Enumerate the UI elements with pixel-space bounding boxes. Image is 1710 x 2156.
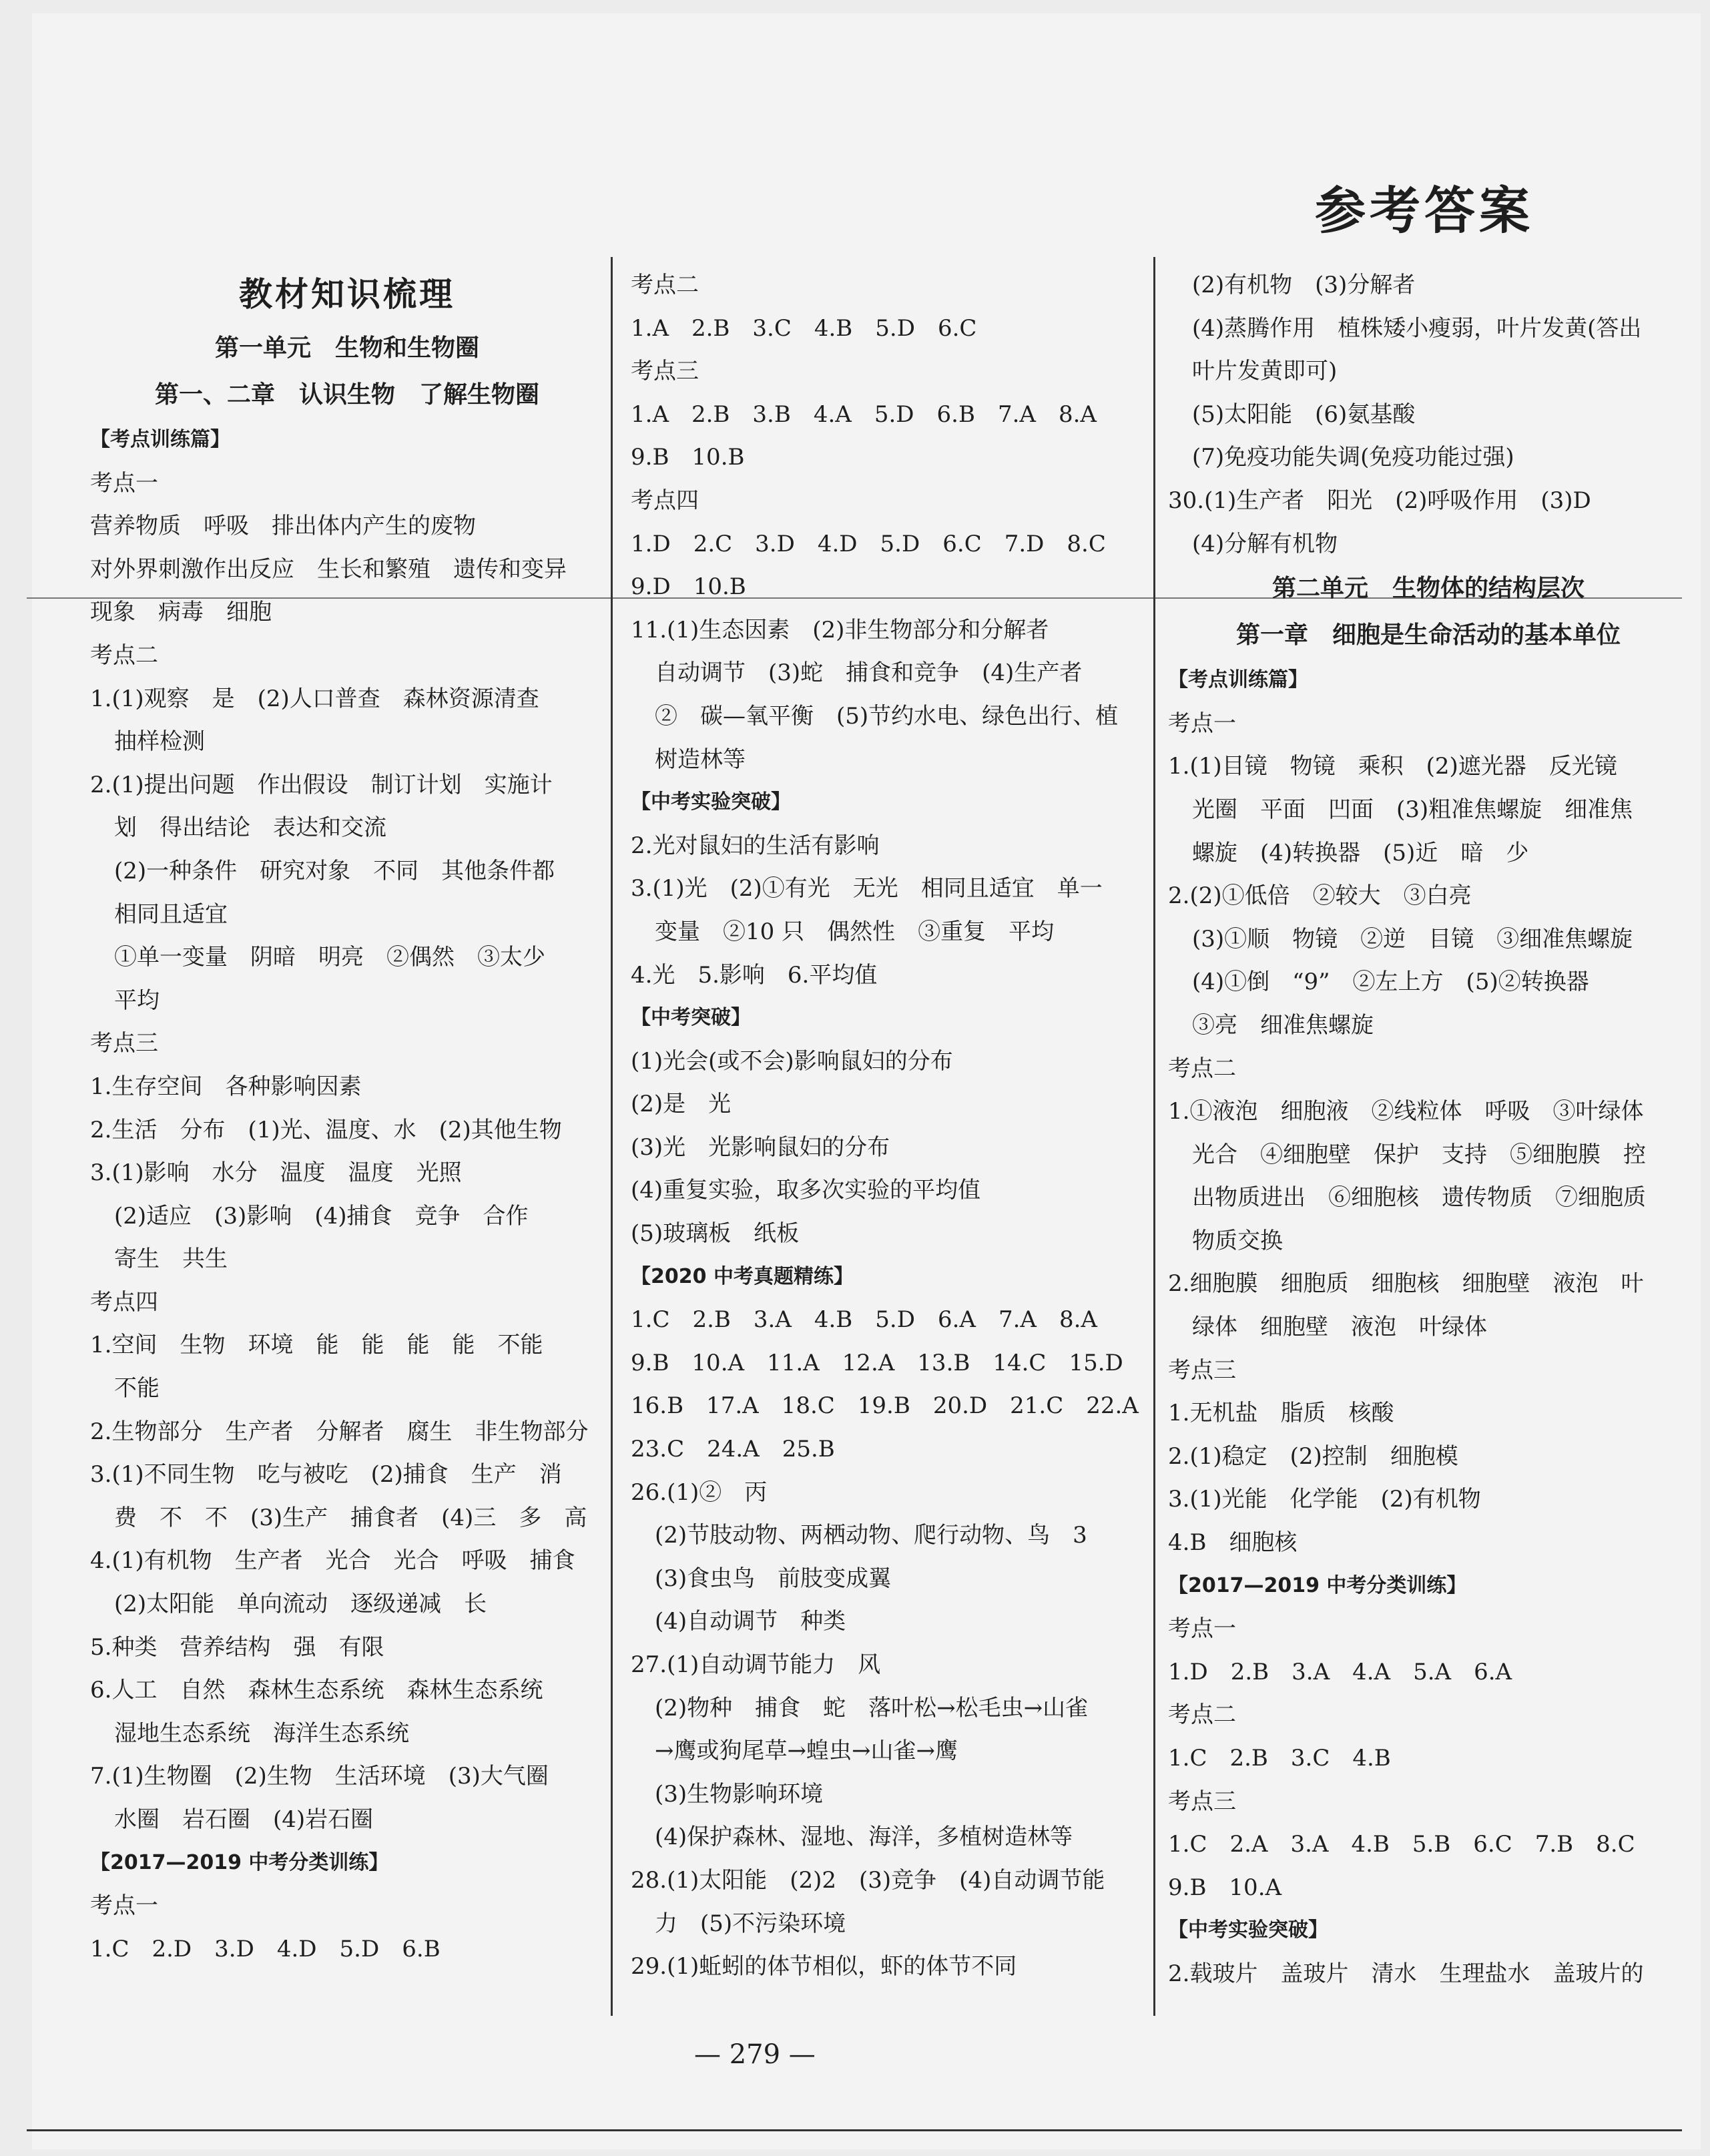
answer-line: 考点三	[631, 358, 699, 385]
chapter-heading: 第二单元 生物体的结构层次	[1271, 575, 1585, 603]
answer-line: 26.(1)② 丙	[631, 1478, 768, 1506]
chapter-heading: 第一单元 生物和生物圈	[214, 334, 479, 362]
answer-line: 3.(1)光能 化学能 (2)有机物	[1168, 1486, 1481, 1513]
answer-line: (2)节肢动物、两栖动物、爬行动物、鸟 3	[655, 1522, 1087, 1549]
answer-line: 营养物质 呼吸 排出体内产生的废物	[90, 513, 476, 540]
answer-line: 2.生物部分 生产者 分解者 腐生 非生物部分	[90, 1418, 589, 1445]
page-number: — 279 —	[694, 2039, 816, 2070]
column-divider-2	[1153, 257, 1155, 2016]
answer-line: 考点四	[90, 1288, 158, 1316]
answer-line: 5.种类 营养结构 强 有限	[90, 1633, 384, 1661]
answer-line: 1.D 2.B 3.A 4.A 5.A 6.A	[1168, 1658, 1512, 1685]
answer-line: 1.A 2.B 3.B 4.A 5.D 6.B 7.A 8.A	[631, 400, 1097, 428]
page-title: 参考答案	[1315, 181, 1534, 240]
answer-line: 1.D 2.C 3.D 4.D 5.D 6.C 7.D 8.C	[631, 530, 1106, 557]
answer-line: 出物质进出 ⑥细胞核 遗传物质 ⑦细胞质	[1192, 1184, 1646, 1211]
answer-line: 9.D 10.B	[631, 573, 746, 601]
answer-line: (2)有机物 (3)分解者	[1192, 272, 1416, 298]
chapter-heading: 第一、二章 认识生物 了解生物圈	[154, 381, 539, 409]
answer-line: 划 得出结论 表达和交流	[114, 814, 386, 842]
answer-line: (4)①倒 “9” ②左上方 (5)②转换器	[1192, 969, 1589, 996]
answer-line: 抽样检测	[114, 728, 205, 756]
answer-line: (2)物种 捕食 蛇 落叶松→松毛虫→山雀	[655, 1694, 1089, 1721]
answer-line: 1.①液泡 细胞液 ②线粒体 呼吸 ③叶绿体	[1168, 1098, 1644, 1125]
answer-line: 3.(1)不同生物 吃与被吃 (2)捕食 生产 消	[90, 1461, 562, 1489]
answer-line: 考点三	[90, 1030, 158, 1057]
section-label: 【中考突破】	[631, 1006, 751, 1030]
answer-line: 现象 病毒 细胞	[90, 599, 272, 626]
answer-line: (4)保护森林、湿地、海洋，多植树造林等	[655, 1824, 1073, 1851]
answer-line: 7.(1)生物圈 (2)生物 生活环境 (3)大气圈	[90, 1763, 549, 1790]
answer-line: (4)重复实验，取多次实验的平均值	[631, 1177, 981, 1204]
answer-line: (5)玻璃板 纸板	[631, 1220, 800, 1248]
answer-line: 2.(2)①低倍 ②较大 ③白亮	[1168, 882, 1472, 910]
answer-line: 23.C 24.A 25.B	[631, 1436, 835, 1463]
answer-line: (2)一种条件 研究对象 不同 其他条件都	[114, 857, 555, 884]
answer-line: 9.B 10.A	[1168, 1874, 1282, 1901]
answer-line: 考点二	[90, 641, 158, 669]
answer-line: 考点一	[90, 469, 158, 497]
answer-line: (4)蒸腾作用 植株矮小瘦弱，叶片发黄(答出	[1192, 314, 1642, 342]
answer-line: 变量 ②10 只 偶然性 ③重复 平均	[655, 918, 1055, 945]
answer-line: (4)自动调节 种类	[655, 1608, 846, 1635]
answer-line: 1.C 2.B 3.A 4.B 5.D 6.A 7.A 8.A	[631, 1306, 1097, 1334]
section-label: 【中考实验突破】	[631, 790, 791, 814]
answer-line: (3)生物影响环境	[655, 1780, 824, 1808]
answer-line: 湿地生态系统 海洋生态系统	[114, 1719, 409, 1747]
answer-line: 27.(1)自动调节能力 风	[631, 1651, 881, 1678]
answer-line: 1.空间 生物 环境 能 能 能 能 不能	[90, 1332, 543, 1359]
answer-line: 16.B 17.A 18.C 19.B 20.D 21.C 22.A	[631, 1392, 1139, 1420]
answer-column-3	[1168, 264, 1689, 1996]
answer-line: 2.(1)稳定 (2)控制 细胞模	[1168, 1442, 1458, 1470]
answer-line: 考点二	[631, 272, 699, 298]
answer-line: 3.(1)光 (2)①有光 无光 相同且适宜 单一	[631, 875, 1103, 902]
answer-line: 对外界刺激作出反应 生长和繁殖 遗传和变异	[90, 555, 567, 583]
footer-rule	[27, 2129, 1682, 2131]
answer-line: 不能	[114, 1375, 160, 1402]
section-label: 【2017—2019 中考分类训练】	[90, 1850, 389, 1874]
answer-line: (3)食虫鸟 前肢变成翼	[655, 1565, 892, 1592]
answer-line: 2.细胞膜 细胞质 细胞核 细胞壁 液泡 叶	[1168, 1270, 1644, 1298]
answer-line: (3)①顺 物镜 ②逆 目镜 ③细准焦螺旋	[1192, 925, 1633, 953]
section-heading: 教材知识梳理	[239, 275, 455, 314]
answer-line: 相同且适宜	[114, 900, 228, 928]
answer-line: 9.B 10.A 11.A 12.A 13.B 14.C 15.D	[631, 1349, 1123, 1376]
answer-line: ② 碳—氧平衡 (5)节约水电、绿色出行、植	[655, 702, 1119, 730]
answer-line: 1.(1)观察 是 (2)人口普查 森林资源清查	[90, 685, 539, 712]
answer-line: 4.光 5.影响 6.平均值	[631, 961, 878, 989]
chapter-heading: 第一章 细胞是生命活动的基本单位	[1235, 621, 1621, 649]
answer-line: ③亮 细准焦螺旋	[1192, 1011, 1374, 1039]
answer-line: 1.C 2.A 3.A 4.B 5.B 6.C 7.B 8.C	[1168, 1831, 1635, 1858]
answer-line: 平均	[114, 987, 160, 1014]
answer-line: 1.C 2.D 3.D 4.D 5.D 6.B	[90, 1935, 441, 1962]
answer-line: (2)是 光	[631, 1091, 732, 1118]
answer-line: 29.(1)蚯蚓的体节相似，虾的体节不同	[631, 1953, 1017, 1980]
answer-line: (2)太阳能 单向流动 逐级递减 长	[114, 1591, 487, 1618]
answer-line: 考点三	[1168, 1356, 1236, 1384]
answer-line: (4)分解有机物	[1192, 530, 1338, 557]
answer-line: 考点二	[1168, 1055, 1236, 1082]
answer-line: 2.载玻片 盖玻片 清水 生理盐水 盖玻片的	[1168, 1960, 1644, 1987]
answer-line: 9.B 10.B	[631, 444, 745, 471]
answer-line: 4.(1)有机物 生产者 光合 光合 呼吸 捕食	[90, 1547, 575, 1575]
answer-line: 考点四	[631, 487, 699, 514]
answer-line: 30.(1)生产者 阳光 (2)呼吸作用 (3)D	[1168, 487, 1591, 514]
answer-line: 4.B 细胞核	[1168, 1529, 1298, 1557]
section-label: 【中考实验突破】	[1168, 1918, 1328, 1942]
answer-line: ①单一变量 阴暗 明亮 ②偶然 ③太少	[114, 944, 545, 971]
answer-line: (1)光会(或不会)影响鼠妇的分布	[631, 1047, 953, 1075]
answer-line: 力 (5)不污染环境	[655, 1910, 846, 1937]
answer-line: (7)免疫功能失调(免疫功能过强)	[1192, 444, 1514, 471]
answer-line: 叶片发黄即可)	[1192, 358, 1338, 385]
answer-line: 绿体 细胞壁 液泡 叶绿体	[1192, 1314, 1487, 1341]
answer-line: 光圈 平面 凹面 (3)粗准焦螺旋 细准焦	[1192, 796, 1633, 823]
answer-line: 1.生存空间 各种影响因素	[90, 1073, 362, 1100]
answer-line: 28.(1)太阳能 (2)2 (3)竞争 (4)自动调节能	[631, 1866, 1105, 1894]
answer-line: →鹰或狗尾草→蝗虫→山雀→鹰	[655, 1737, 958, 1765]
answer-line: 2.生活 分布 (1)光、温度、水 (2)其他生物	[90, 1116, 562, 1143]
section-label: 【2017—2019 中考分类训练】	[1168, 1573, 1467, 1597]
answer-line: 1.(1)目镜 物镜 乘积 (2)遮光器 反光镜	[1168, 753, 1617, 780]
answer-line: 自动调节 (3)蛇 捕食和竞争 (4)生产者	[655, 659, 1083, 687]
answer-line: (2)适应 (3)影响 (4)捕食 竞争 合作	[114, 1202, 529, 1230]
column-divider-1	[611, 257, 613, 2016]
answer-column-2	[631, 264, 1145, 1988]
answer-line: 考点三	[1168, 1788, 1236, 1815]
answer-line: (5)太阳能 (6)氨基酸	[1192, 400, 1416, 428]
answer-line: (3)光 光影响鼠妇的分布	[631, 1133, 890, 1161]
answer-line: 1.无机盐 脂质 核酸	[1168, 1400, 1394, 1427]
answer-line: 光合 ④细胞壁 保护 支持 ⑤细胞膜 控	[1192, 1141, 1646, 1168]
section-label: 【2020 中考真题精练】	[631, 1264, 854, 1288]
answer-line: 2.(1)提出问题 作出假设 制订计划 实施计	[90, 771, 553, 798]
answer-line: 3.(1)影响 水分 温度 温度 光照	[90, 1159, 462, 1187]
answer-line: 11.(1)生态因素 (2)非生物部分和分解者	[631, 616, 1049, 643]
answer-line: 寄生 共生	[114, 1246, 228, 1273]
answer-column-1	[90, 264, 604, 1970]
answer-line: 考点一	[1168, 1615, 1236, 1643]
section-label: 【考点训练篇】	[90, 428, 230, 451]
answer-line: 费 不 不 (3)生产 捕食者 (4)三 多 高	[114, 1504, 587, 1531]
answer-line: 6.人工 自然 森林生态系统 森林生态系统	[90, 1677, 543, 1704]
answer-line: 水圈 岩石圈 (4)岩石圈	[114, 1806, 374, 1833]
answer-line: 螺旋 (4)转换器 (5)近 暗 少	[1192, 839, 1529, 866]
answer-line: 考点一	[90, 1892, 158, 1920]
answer-line: 物质交换	[1192, 1227, 1283, 1254]
answer-line: 2.光对鼠妇的生活有影响	[631, 832, 880, 859]
answer-line: 1.A 2.B 3.C 4.B 5.D 6.C	[631, 314, 977, 342]
answer-line: 1.C 2.B 3.C 4.B	[1168, 1745, 1391, 1772]
section-label: 【考点训练篇】	[1168, 668, 1308, 692]
answer-line: 考点二	[1168, 1701, 1236, 1729]
answer-line: 考点一	[1168, 710, 1236, 737]
answer-line: 树造林等	[655, 746, 746, 773]
